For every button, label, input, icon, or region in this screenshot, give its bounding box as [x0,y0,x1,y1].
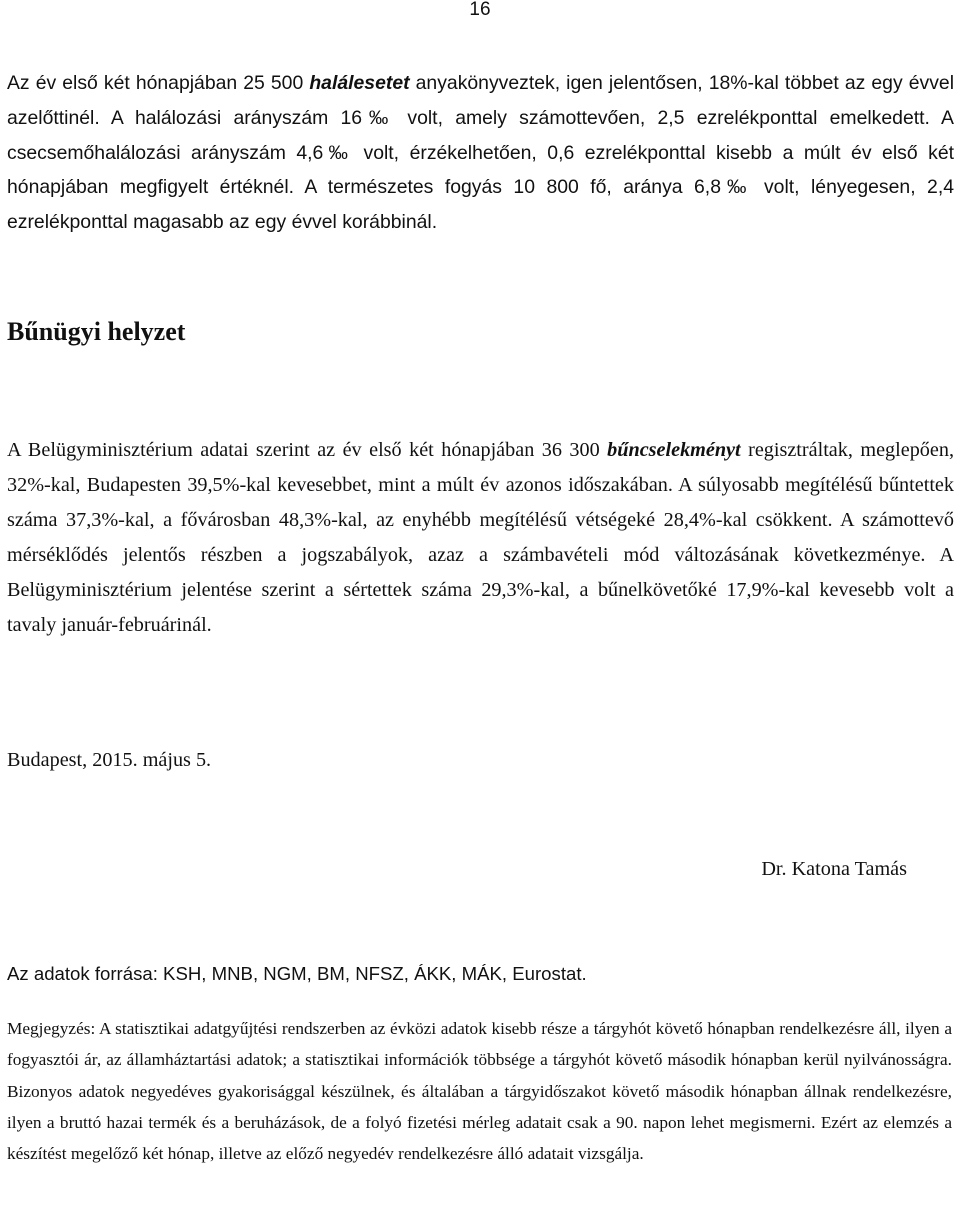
crime-paragraph [7,433,954,643]
crime-section-heading: Bűnügyi helyzet [7,317,186,346]
signature: Dr. Katona Tamás [761,858,907,880]
crime-text-end: regisztráltak, meglepően, 32%-kal, Budapesten 39,5%-kal kevesebbet, mint a múlt év azonos időszakában. A súlyosabb megítélésű bűntettek száma 37,3%-kal, a fővárosban 48,3%-kal, az enyhébb megítélésű vétségeké 28,4%-kal csökkent. A számottevő mérséklődés jelentős részben a jogszabályok, azaz a számbavételi mód változásának következménye. A Belügyminisztérium jelentése szerint a sértettek száma 29,3%-kal, a bűnelkövetőké 17,9%-kal kevesebb volt a tavaly január-februárinál. [7,439,954,636]
mortality-emphasis: halálesetet [309,72,410,94]
page-number: 16 [469,0,491,20]
mortality-text-end: anyakönyveztek, igen jelentősen, 18%-kal többet az egy évvel azelőttinél. A halálozási arányszám 16‰ volt, amely számottevően, 2,5 ezrelékponttal emelkedett. A csecsemőhalálozási arányszám 4,6‰ volt, érzékelhetően, 0,6 ezrelékponttal kisebb a múlt év első két hónapjában megfigyelt értéknél. A természetes fogyás 10 800 fő, aránya 6,8‰ volt, lényegesen, 2,4 ezrelékponttal magasabb az egy évvel korábbinál. [7,72,954,234]
mortality-text-start: Az év első két hónapjában 25 500 [7,72,310,94]
crime-emphasis: bűncselekményt [607,439,741,461]
crime-text-start: A Belügyminisztérium adatai szerint az év első két hónapjában 36 300 [7,439,608,461]
mortality-paragraph [7,66,954,240]
dateline: Budapest, 2015. május 5. [7,749,212,771]
footnote: Megjegyzés: A statisztikai adatgyűjtési rendszerben az évközi adatok kisebb része a tárgyhót követő hónapban rendelkezésre áll, ilyen a fogyasztói ár, az államháztartási adatok; a statisztikai információk többsége a tárgyhót követő második hónapban kerül nyilvánosságra. Bizonyos adatok negyedéves gyakorisággal készülnek, és általában a tárgyidőszakot követő második hónapban állnak rendelkezésre, ilyen a bruttó hazai termék és a beruházások, de a folyó fizetési mérleg adatait csak a 90. napon lehet megismerni. Ezért az elemzés a készítést megelőző két hónap, illetve az előző negyedév rendelkezésre álló adatait vizsgálja. [7,1019,952,1164]
data-source: Az adatok forrása: KSH, MNB, NGM, BM, NFSZ, ÁKK, MÁK, Eurostat. [7,963,587,984]
